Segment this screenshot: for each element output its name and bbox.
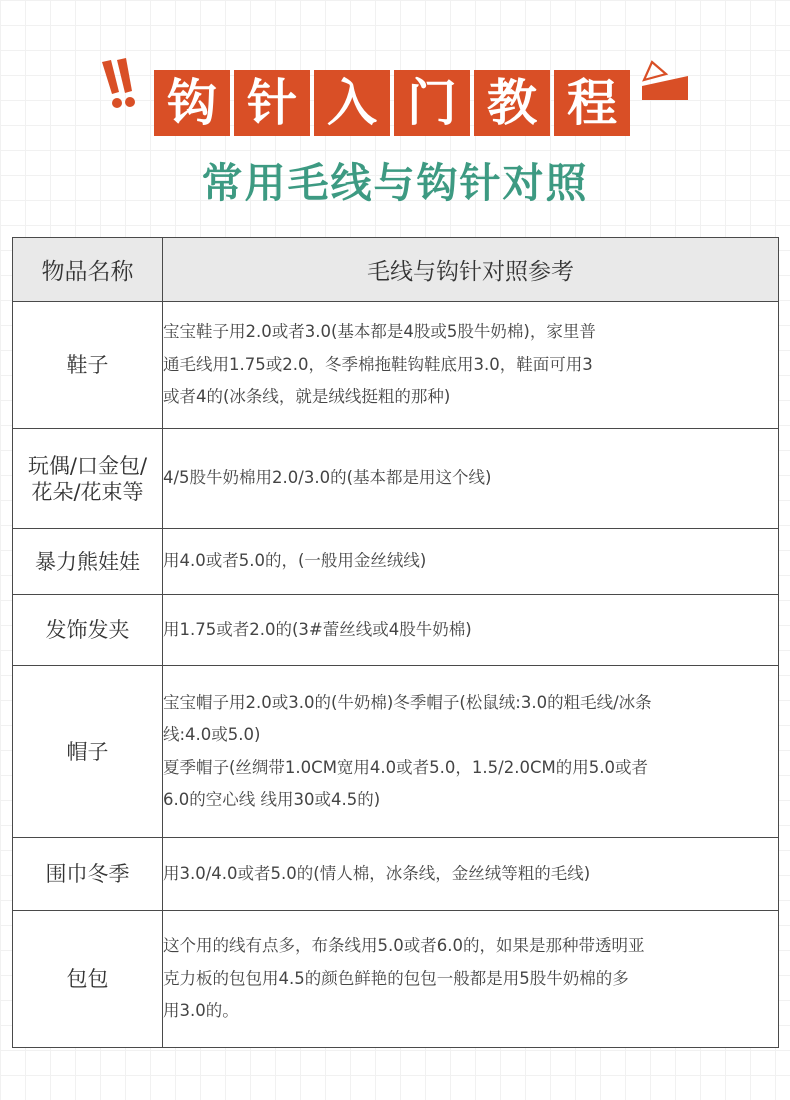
- reference-cell: [163, 429, 779, 529]
- reference-line: 通毛线用1.75或2.0，冬季棉拖鞋钩鞋底用3.0，鞋面可用3: [163, 354, 593, 374]
- table-header-row: [13, 238, 779, 302]
- header-item-name: 物品名称: [13, 238, 163, 302]
- table-row: [13, 429, 779, 529]
- item-name-cell: [13, 429, 163, 529]
- table-row: [13, 595, 779, 666]
- item-name: 暴力熊娃娃: [35, 549, 140, 574]
- reference-cell: [163, 838, 779, 911]
- item-name-cell: [13, 838, 163, 911]
- item-name: 帽子: [66, 739, 109, 764]
- title-char: 针: [234, 70, 310, 136]
- table-row: [13, 302, 779, 429]
- item-name-cell: [13, 911, 163, 1048]
- reference-cell: [163, 911, 779, 1048]
- reference-line: 用3.0/4.0或者5.0的(情人棉，冰条线，金丝绒等粗的毛线): [163, 863, 591, 883]
- table-row: [13, 838, 779, 911]
- comparison-table: [12, 237, 779, 1048]
- reference-cell: [163, 529, 779, 595]
- reference-cell: [163, 666, 779, 838]
- item-name-cell: [13, 529, 163, 595]
- table-row: [13, 666, 779, 838]
- reference-line: 用1.75或者2.0的(3#蕾丝线或4股牛奶棉): [163, 619, 472, 639]
- reference-line: 这个用的线有点多，布条线用5.0或者6.0的，如果是那种带透明亚: [163, 936, 645, 956]
- item-name: 发饰发夹: [45, 618, 130, 642]
- page-subtitle: 常用毛线与钩针对照: [201, 159, 589, 207]
- title-char: 入: [314, 70, 390, 136]
- reference-line: 克力板的包包用4.5的颜色鲜艳的包包一般都是用5股牛奶棉的多: [163, 968, 629, 988]
- reference-line: 宝宝鞋子用2.0或者3.0(基本都是4股或5股牛奶棉)，家里普: [163, 322, 596, 342]
- reference-cell: [163, 302, 779, 429]
- title-char: 门: [394, 70, 470, 136]
- item-name-cell: [13, 666, 163, 838]
- reference-line: 6.0的空心线 线用30或4.5的): [163, 790, 381, 809]
- item-name: 花朵/花束等: [31, 479, 144, 504]
- item-name-cell: [13, 595, 163, 666]
- reference-line: 宝宝帽子用2.0或3.0的(牛奶棉)冬季帽子(松鼠绒:3.0的粗毛线/冰条: [163, 692, 652, 712]
- reference-line: 4/5股牛奶棉用2.0/3.0的(基本都是用这个线): [163, 468, 492, 488]
- reference-line: 用4.0或者5.0的，(一般用金丝绒线): [163, 551, 427, 571]
- title-char: 教: [474, 70, 550, 136]
- title-char: 程: [554, 70, 630, 136]
- reference-line: 或者4的(冰条线，就是绒线挺粗的那种): [163, 387, 451, 407]
- reference-line: 用3.0的。: [163, 1001, 239, 1021]
- reference-line: 夏季帽子(丝绸带1.0CM宽用4.0或者5.0，1.5/2.0CM的用5.0或者: [163, 757, 648, 777]
- item-name-cell: [13, 302, 163, 429]
- header-reference: 毛线与钩针对照参考: [163, 238, 779, 302]
- title-banner: [154, 70, 630, 136]
- triangle-flag-icon: [638, 60, 692, 104]
- item-name: 鞋子: [66, 353, 109, 377]
- reference-cell: [163, 595, 779, 666]
- item-name: 玩偶/口金包/: [27, 453, 148, 478]
- title-char: 钩: [154, 70, 230, 136]
- table-row: [13, 529, 779, 595]
- item-name: 包包: [66, 967, 109, 991]
- double-exclamation-icon: [100, 58, 146, 110]
- table-row: [13, 911, 779, 1048]
- reference-line: 线:4.0或5.0): [163, 725, 261, 744]
- item-name: 围巾冬季: [45, 862, 130, 886]
